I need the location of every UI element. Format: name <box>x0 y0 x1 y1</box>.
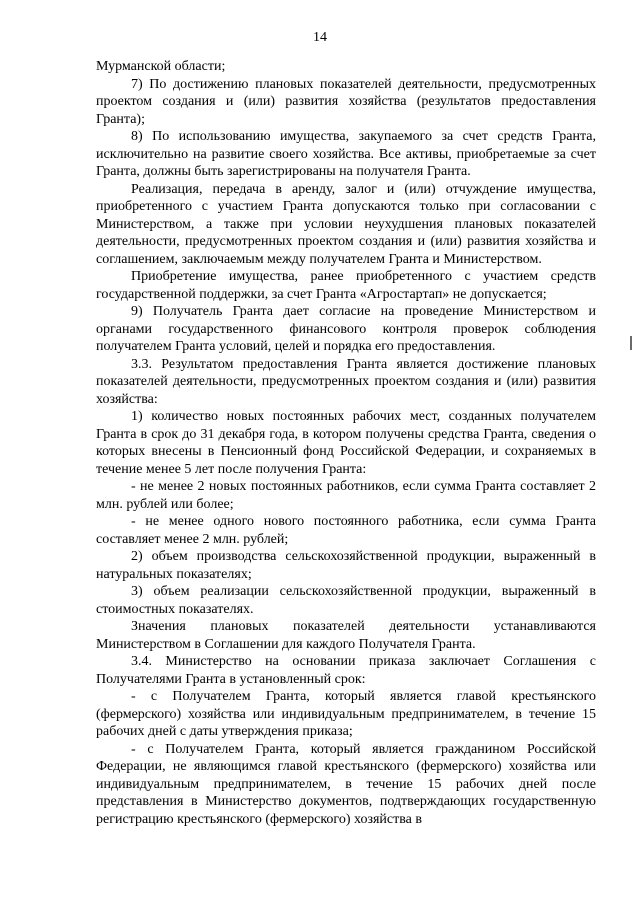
page-number: 14 <box>313 30 327 45</box>
paragraph: - не менее 2 новых постоянных работников, если сумма Гранта составляет 2 млн. рублей или более; <box>96 479 596 512</box>
paragraph: 3) объем реализации сельскохозяйственной продукции, выраженный в стоимостных показателях. <box>96 584 596 617</box>
paragraph: 3.4. Министерство на основании приказа заключает Соглашения с Получателями Гранта в установленный срок: <box>96 654 596 687</box>
paragraph: 1) количество новых постоянных рабочих мест, созданных получателем Гранта в срок до 31 декабря года, в котором получены средства Гранта, сведения о которых внесены в Пенсионный фонд Российской Федерации, и сохраняемых в течение менее 5 лет после получения Гранта: <box>96 409 596 477</box>
paragraph: - с Получателем Гранта, который является гражданином Российской Федерации, не являющимся главой крестьянского (фермерского) хозяйства или индивидуальным предпринимателем, в течение 15 рабочих дней после представления в Министерство документов, подтверждающих государственную регистрацию крестьянского (фермерского) хозяйства в <box>96 741 596 827</box>
paragraph: Значения плановых показателей деятельности устанавливаются Министерством в Соглашении для каждого Получателя Гранта. <box>96 619 596 652</box>
paragraph: Мурманской области; <box>96 59 226 74</box>
paragraph: 9) Получатель Гранта дает согласие на проведение Министерством и органами государственного финансового контроля проверок соблюдения получателем Гранта условий, целей и порядка его предоставления. <box>96 304 596 354</box>
paragraph: 2) объем производства сельскохозяйственной продукции, выраженный в натуральных показателях; <box>96 549 596 582</box>
paragraph: 7) По достижению плановых показателей деятельности, предусмотренных проектом создания и (или) развития хозяйства (результатов предоставления Гранта); <box>96 76 596 127</box>
paragraph: - не менее одного нового постоянного работника, если сумма Гранта составляет менее 2 млн. рублей; <box>96 514 596 547</box>
paragraph: 8) По использованию имущества, закупаемого за счет средств Гранта, исключительно на развитие своего хозяйства. Все активы, приобретаемые за счет Гранта, должны быть зарегистрированы на получателя Гранта. <box>96 129 596 179</box>
margin-mark <box>630 336 632 350</box>
paragraph: - с Получателем Гранта, который является главой крестьянского (фермерского) хозяйства или индивидуальным предпринимателем, в течение 15 рабочих дней с даты утверждения приказа; <box>96 689 596 739</box>
document-body <box>96 58 596 828</box>
paragraph: 3.3. Результатом предоставления Гранта является достижение плановых показателей деятельности, предусмотренных проектом создания и (или) развития хозяйства: <box>96 356 596 407</box>
paragraph: Приобретение имущества, ранее приобретенного с участием средств государственной поддержки, за счет Гранта «Агростартап» не допускается; <box>96 269 596 302</box>
paragraph: Реализация, передача в аренду, залог и (или) отчуждение имущества, приобретенного с участием Гранта допускаются только при согласовании с Министерством, а также при условии неухудшения плановых показателей деятельности, предусмотренных проектом создания и (или) развития хозяйства и соглашением, заключаемым между получателем Гранта и Министерством. <box>96 181 596 267</box>
